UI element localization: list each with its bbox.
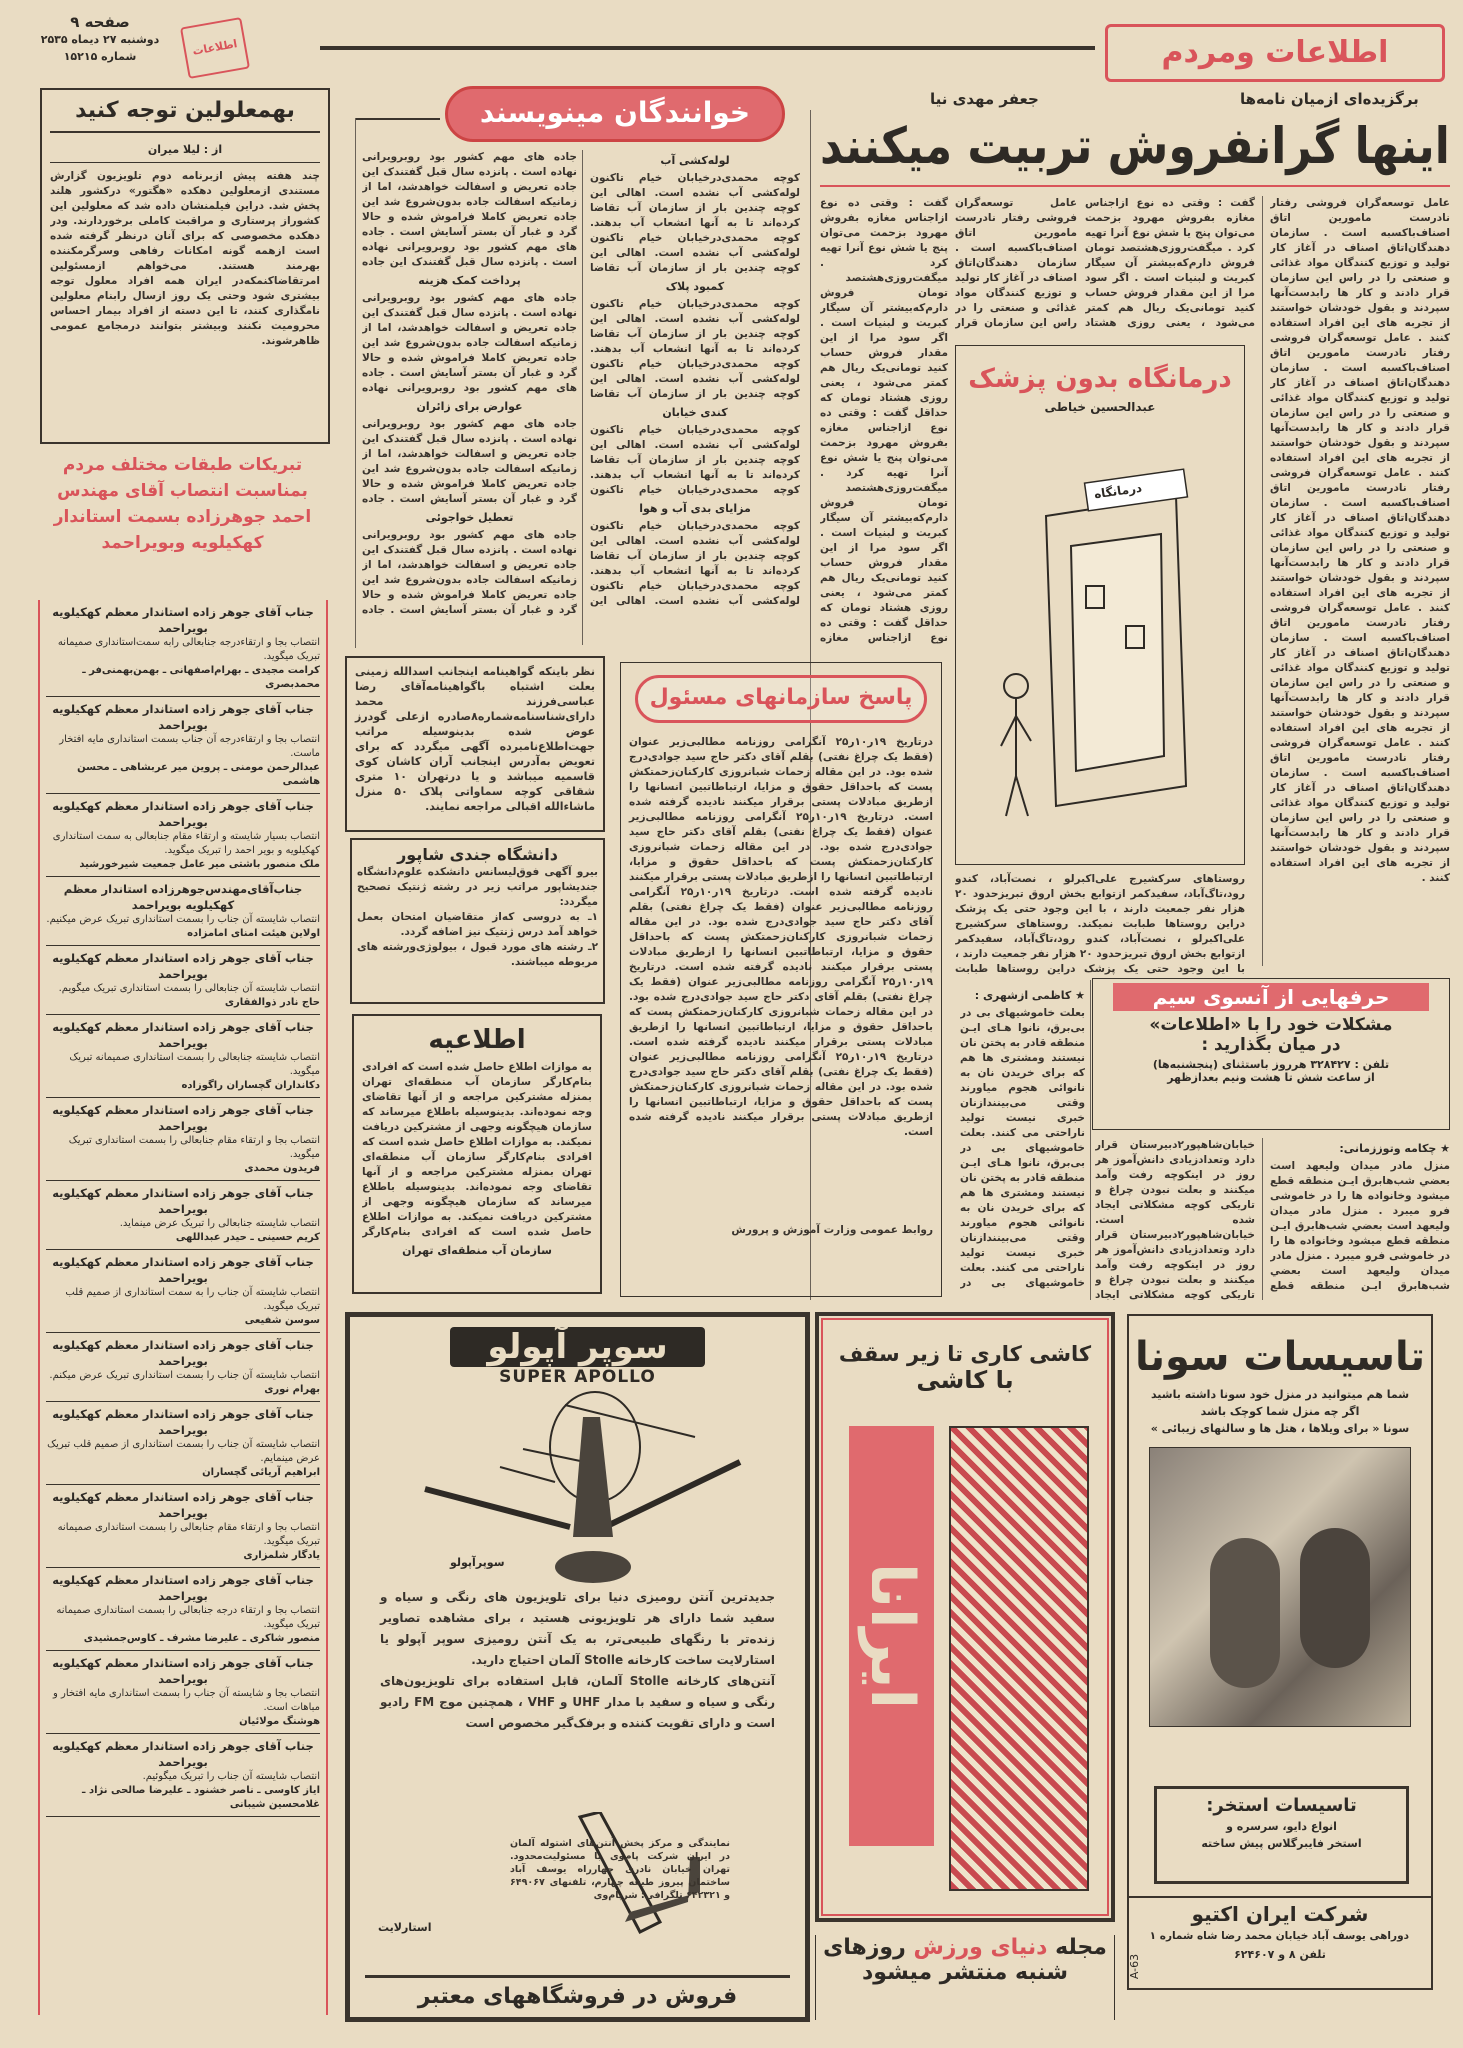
announcement-title: اطلاعیه [428, 1025, 526, 1055]
congrats-entry-head: جناب آقای جوهر زاده استاندار معظم کهکیلویه بویراحمد [52, 1255, 314, 1285]
congrats-entry-body: انتصاب بجا و ارتقاء مقام جنابعالی را بسمت استانداری صمیمانه تبریک میگوید. [57, 1522, 320, 1547]
article-column-1: عامل توسعه‌گران فروشی رفتار نادرست مامورین اتاق اصناف‌باکسبه است . سازمان دهندگان‌اتاق اصناف در آغاز کار تولید و توزیع کنندگان مواد غذائی و صنعتی را در راس این سازمان قرار دادند و کار ها رابدست‌آنها سپردند و بقول خودشان خواستند از تجربه های این افراد استفاده کنند . عامل توسعه‌گران فروشی رفتار نادرست مامورین اتاق اصناف‌باکسبه است . سازمان دهندگان‌اتاق اصناف در آغاز کار تولید و توزیع کنندگان مواد غذائی و صنعتی را در راس این سازمان قرار دادند و کار ها رابدست‌آنها سپردند و بقول خودشان خواستند از تجربه های این افراد استفاده کنند . عامل توسعه‌گران فروشی رفتار نادرست مامورین اتاق اصناف‌باکسبه است . سازمان دهندگان‌اتاق اصناف در آغاز کار تولید و توزیع کنندگان مواد غذائی و صنعتی را در راس این سازمان قرار دادند و کار ها رابدست‌آنها سپردند و بقول خودشان خواستند از تجربه های این افراد استفاده کنند . عامل توسعه‌گران فروشی رفتار نادرست مامورین اتاق اصناف‌باکسبه است . سازمان دهندگان‌اتاق اصناف در آغاز کار تولید و توزیع کنندگان مواد غذائی و صنعتی را در راس این سازمان قرار دادند و کار ها رابدست‌آنها سپردند و بقول خودشان خواستند از تجربه های این افراد استفاده کنند . عامل توسعه‌گران فروشی رفتار نادرست مامورین اتاق اصناف‌باکسبه است . سازمان دهندگان‌اتاق اصناف در آغاز کار تولید و توزیع کنندگان مواد غذائی و صنعتی را در راس این سازمان قرار دادند و کار ها رابدست‌آنها سپردند و بقول خودشان خواستند از تجربه های این افراد استفاده کنند . [1270, 197, 1450, 884]
congrats-entry-body: انتصاب بجا و ارتقاءدرجه جنابعالی رابه سمت‌استانداری صمیمانه تبریک میگوید. [57, 637, 320, 662]
pool-line2: استخر فایبرگلاس پیش ساخته [1201, 1837, 1362, 1850]
readers-text: کوچه محمدی‌درخیابان خیام تاکنون لوله‌کشی آب نشده است. اهالی این کوچه چندین بار از سازمان آب تقاضا کرده‌اند تا به آنها انشعاب آب بدهند. کوچه محمدی‌درخیابان خیام تاکنون [590, 424, 800, 496]
congrats-entry [46, 1734, 320, 1817]
answers-section [620, 662, 942, 1297]
congrats-entry-names: عبدالرحمن مومنی ـ پروین میر عربشاهی ـ محسن هاشمی [77, 762, 320, 787]
congrats-entry-body: انتصاب شایسته جنابعالی را تبریک عرض مینماید. [119, 1218, 320, 1229]
congrats-entry [46, 1402, 320, 1485]
congrats-entry-body: انتصاب بجا و ارتقاء درجه جنابعالی را بسمت استانداری صمیمانه تبریک میگوید. [56, 1605, 320, 1630]
announcement-box [352, 1014, 602, 1294]
congrats-entry-head: جناب آقای جوهر زاده استاندار معظم کهکیلویه بویراحمد [52, 1338, 314, 1368]
ad-super-apollo [345, 1312, 810, 2022]
sauna-title: تاسیسات سونا [1135, 1334, 1425, 1380]
congrats-entry-names: دکانداران گچساران راگوزاده [181, 1080, 320, 1091]
note-text: بعلت خاموشیهای بی در بی‌برق، نانوا هـای ایـن منطقه قادر به پختن نان نیستند ومشتری ها هم که برای خریدن نان به نانوائی هجوم میاورند وقتی می‌بینندازنان خبری نیست تولید ناراحتی می کنند. بعلت خاموشیهای بی در بی‌برق، نانوا هـای ایـن منطقه قادر به پختن نان نیستند ومشتری ها هم که برای خریدن نان به نانوائی هجوم میاورند وقتی می‌بینندازنان خبری نیست تولید ناراحتی می کنند. بعلت خاموشیهای بی در [960, 1007, 1085, 1289]
congrats-entry-head: جناب آقای جوهر زاده استاندار معظم کهکیلویه بویراحمد [52, 1656, 314, 1686]
sauna-line1: شما هم میتوانید در منزل خود سونا داشته باشید [1150, 1388, 1410, 1401]
congrats-list [38, 600, 328, 2015]
cartoon-box [955, 345, 1245, 865]
magazine-line1 [816, 1935, 1114, 1960]
page-info [30, 14, 170, 65]
congrats-entry [46, 1568, 320, 1651]
note-text: منزل مادر میدان ولیعهد است بعضي شب‌هابرق ایـن منطقه قطع میشود وخانواده ها را در خاموشی فرو میبرد . منزل مادر میدان ولیعهد است بعضي شب‌هابرق ایـن منطقه قطع میشود وخانواده ها را در خاموشی فرو میبرد . منزل مادر میدان ولیعهد است بعضي شب‌هابرق ایـن منطقه قطع [1270, 1160, 1450, 1292]
article-column-2: گفت : وقتی ده نوع ازاجناس مغازه بفروش مهرود بزحمت می‌توان پنج یا شش نوع آنرا تهیه کرد . میگفت‌روزی‌هشتصد تومان فروش دارم‌که‌بیشتر آن سیگار کبریت و لبنیات است . اگر سود مرا از این مقدار فروش حساب کنید تومانی‌یک ریال هم کمتر می‌شود ، یعنی روزی هشتاد [1085, 197, 1255, 329]
jondishapur-notice [350, 838, 605, 1004]
sauna-line2: اگر چه منزل شما کوچک باشد [1200, 1405, 1360, 1418]
congrats-entry-body: انتصاب شایسته آن جنابعالی را بسمت استانداری تبریک میگویم. [58, 983, 320, 994]
congrats-entry-head: جناب آقای جوهر زاده استاندار معظم کهکیلویه بویراحمد [52, 951, 314, 981]
answers-text: درتاریخ ۱۹ر۱۰ر۲۵ آنگرامی روزنامه مطالبی‌زیر عنوان (فقط یک چراغ نفتی) بقلم آقای دکتر حاج سید جوادی‌درج شده بود. در این مقاله زحمات شبانروزی کارکنان‌زحمتکش پست که باحداقل حقوق و مزایا، ارتباطاتبین انسانها را ازطریق مبادلات پستی برقرار میکنند نادیده گرفته شده است. درتاریخ ۱۹ر۱۰ر۲۵ آنگرامی روزنامه مطالبی‌زیر عنوان (فقط یک چراغ نفتی) بقلم آقای دکتر حاج سید جوادی‌درج شده بود. در این مقاله زحمات شبانروزی کارکنان‌زحمتکش پست که باحداقل حقوق و مزایا، ارتباطاتبین انسانها را ازطریق مبادلات پستی برقرار میکنند نادیده گرفته شده است. درتاریخ ۱۹ر۱۰ر۲۵ آنگرامی روزنامه مطالبی‌زیر عنوان (فقط یک چراغ نفتی) بقلم آقای دکتر حاج سید جوادی‌درج شده بود. در این مقاله زحمات شبانروزی کارکنان‌زحمتکش پست که باحداقل حقوق و مزایا، ارتباطاتبین انسانها را ازطریق مبادلات پستی برقرار میکنند نادیده گرفته شده است. درتاریخ ۱۹ر۱۰ر۲۵ آنگرامی روزنامه مطالبی‌زیر عنوان (فقط یک چراغ نفتی) بقلم آقای دکتر حاج سید جوادی‌درج شده بود. در این مقاله زحمات شبانروزی کارکنان‌زحمتکش پست که باحداقل حقوق و مزایا، ارتباطاتبین انسانها را ازطریق مبادلات پستی برقرار میکنند نادیده گرفته شده است. درتاریخ ۱۹ر۱۰ر۲۵ آنگرامی روزنامه مطالبی‌زیر عنوان (فقط یک چراغ نفتی) بقلم آقای دکتر حاج سید جوادی‌درج شده بود. در این مقاله زحمات شبانروزی کارکنان‌زحمتکش پست که باحداقل حقوق و مزایا، ارتباطاتبین انسانها را ازطریق مبادلات پستی برقرار میکنند نادیده گرفته شده است. [629, 736, 934, 1138]
apollo-agent: نمایندگی و مرکز پخش آنتن‌های اشتوله آلمان در ایران شرکت پام‌وی با مسئولیت‌محدود. تهران خیابان نادری چهارراه یوسف آباد ساختمان پیروز طبقه چهارم، تلفنهای ۶۴۹۰۶۷ و ۶۴۲۳۲۱ تلگرافی: شرپام‌وی [510, 1838, 730, 1901]
congrats-entry-body: انتصاب بسیار شایسته و ارتقاء مقام جنابعالی به سمت استانداری کهکیلویه و بویر احمد را تبریک میگوید. [52, 831, 320, 856]
readers-subhead: لوله‌کشی آب [660, 154, 730, 167]
magazine-name: دنیای ورزش [913, 1935, 1048, 1960]
answers-footer: روابط عمومی وزارت آموزش و پرورش [731, 1224, 933, 1236]
congrats-entry [46, 1181, 320, 1250]
starlight-caption: استارلایت [378, 1921, 432, 1934]
congrats-entry-names: هوشنگ مولائیان [239, 1716, 320, 1727]
headline-rule [820, 185, 1450, 187]
irana-brand: ایرانا [849, 1426, 934, 1846]
congrats-entry-head: جناب آقای جوهر زاده استاندار معظم کهکیلویه بویراحمد [52, 1490, 314, 1520]
pool-title: تاسیسات استخر: [1206, 1795, 1357, 1816]
sauna-line3: سونا « برای ویلاها ، هتل ها و سالنهای زیبائی » [1150, 1422, 1410, 1435]
phone-box-line2: در میان بگذارید : [1201, 1035, 1341, 1055]
congrats-entry-head: جناب آقای جوهر زاده استاندار معظم کهکیلویه بویراحمد [52, 1407, 314, 1437]
congrats-entry-names: یادگار شلمزاری [243, 1550, 320, 1561]
lost-license-notice: نظر باینکه گواهینامه اینجانب اسدالله زمینی بعلت اشتباه باگواهینامه‌آقای رضا عباسی‌فرزند محمد دارای‌شناسنامه‌شماره۸صادره ازعلی گودرز عوض شده بدینوسیله مراتب جهت‌اطلاع‌نامبرده آگهی میگردد که برای تعویض به‌آدرس اینجانب آران کاشان کوی قاسمیه میباشد و یا درتهران ۱۰ متری شقاقی کوچه سماواتی پلاک ۵۰ منزل ماشاءالله اقبالی مراجعه نمایند. [345, 656, 605, 832]
note-head: ★ چکامه وتوززمانی: [1339, 1142, 1450, 1155]
announcement-signature: سازمان آب منطقه‌ای تهران [402, 1244, 552, 1257]
issue-number: شماره ۱۵۲۱۵ [63, 50, 137, 63]
ad-magazine [815, 1935, 1115, 2020]
congrats-entry-body: انتصاب شایسته آن جناب را بسمت استانداری تبریک عرض میکنیم. [46, 914, 320, 925]
short-note-3 [1270, 1138, 1450, 1300]
readers-subhead: پرداخت کمک هزینه [418, 274, 521, 287]
congrats-entry-head: جناب آقای جوهر زاده استاندار معظم کهکیلویه بویراحمد [52, 1739, 314, 1769]
short-note-2: خیابان‌شاهپور۲دبیرستان قرار دارد وتعدادزیادی دانش‌آموز هر روز در اینکوچه رفت وآمد میکنند و بعلت نبودن چراغ و تاریکی کوچه مشکلاتی ایجاد شده است. خیابان‌شاهپور۲دبیرستان قرار دارد وتعدادزیادی دانش‌آموز هر روز در اینکوچه رفت وآمد میکنند و بعلت نبودن چراغ و تاریکی کوچه مشکلاتی ایجاد [1095, 1139, 1255, 1300]
congrats-entry-head: جناب‌آقای‌مهندس‌جوهرزاده استاندار معظم کهکیلویه بویراحمد [63, 882, 303, 912]
pool-line1: انواع دایو، سرسره و [1226, 1820, 1337, 1833]
congrats-entry [46, 794, 320, 877]
readers-subhead: کمبود پلاک [665, 280, 725, 293]
congrats-entry-names: ایاز کاوسی ـ ناصر خشنود ـ علیرضا صالحی نژاد ـ غلامحسین شیبانی [82, 1785, 320, 1810]
congrats-entry [46, 1651, 320, 1734]
congrats-entry-body: انتصاب شایسته آن جناب را بسمت استانداری از صمیم قلب تبریک عرض مینمایم. [47, 1439, 320, 1464]
cartoon-article: روستاهای سرکشیرج علی‌اکبرلو ، نصت‌آباد، کندو رود،تاگ‌آباد، سفیدکمر ازتوابع بخش اروق تبریزحدود ۲۰ هزار نفر جمعیت دارند ، با این وجود حتی یک پزشک دراین روستاها طبابت نمیکند. روستاهای سرکشیرج علی‌اکبرلو ، نصت‌آباد، کندو رود،تاگ‌آباد، سفیدکمر ازتوابع بخش اروق تبریزحدود ۲۰ هزار نفر جمعیت دارند ، با این وجود حتی یک پزشک دراین روستاها طبابت [955, 873, 1245, 975]
congrats-entry-head: جناب آقای جوهر زاده استاندار معظم کهکیلویه بویراحمد [52, 1186, 314, 1216]
jondishapur-item-2: ۲ـ رشته های مورد قبول ، بیولوژی‌ورشته های مربوطه میباشند. [357, 941, 598, 968]
congrats-entry-names: بهرام نوری [264, 1384, 320, 1395]
cartoon-title: درمانگاه بدون پزشک [968, 364, 1232, 394]
article-column-4: گفت : وقتی ده نوع ازاجناس مغازه بفروش مهرود بزحمت می‌توان پنج یا شش نوع آنرا تهیه کرد . میگفت‌روزی‌هشتصد تومان فروش دارم‌که‌بیشتر آن سیگار کبریت و لبنیات است . اگر سود مرا از این مقدار فروش حساب کنید تومانی‌یک ریال هم کمتر می‌شود ، یعنی روزی هشتاد تومان که حداقل گفت : وقتی ده نوع ازاجناس مغازه بفروش مهرود بزحمت می‌توان پنج یا شش نوع آنرا تهیه کرد . میگفت‌روزی‌هشتصد تومان فروش دارم‌که‌بیشتر آن سیگار کبریت و لبنیات است . اگر سود مرا از این مقدار فروش حساب کنید تومانی‌یک ریال هم کمتر می‌شود ، یعنی روزی هشتاد تومان که حداقل گفت : وقتی ده نوع ازاجناس مغازه [820, 197, 948, 644]
apollo-footer: فروش در فروشگاههای معتبر [365, 1975, 790, 2009]
congrats-entry-names: کریم حسینی ـ حیدر عبداللهی [175, 1232, 320, 1243]
congrats-entry-body: انتصاب شایسته جنابعالی را بسمت استانداری صمیمانه تبریک میگوید. [69, 1052, 320, 1077]
congrats-entry [46, 877, 320, 946]
congrats-entry-body: انتصاب بجا و ارتقاء مقام جنابعالی را بسمت استانداری تبریک میگوید. [68, 1135, 320, 1160]
congrats-entry [46, 697, 320, 794]
photo-figure [1210, 1538, 1280, 1688]
readers-column-a [362, 150, 577, 645]
irana-line2: با کاشی [916, 1366, 1014, 1394]
congrats-entry-names: منصور شاکری ـ علیرضا مشرف ـ کاوس‌جمشیدی [83, 1633, 320, 1644]
disabled-letter-text: چند هفته پیش ازبرنامه دوم تلویزیون گزارش مستندی ازمعلولین دهکده «هگتور» درکشور هلند پخش شد. دراین فیلمنشان داده شد که معلولین این کشوراز پرستاری و مراقبت کاملی برخوردارند. ودر دهکده مخصوصی که برای آنان درنظر گرفته شده است ازهمه گونه امکانات رفاهی وسرگرمکننده بهرمند هستند. می‌خواهم ازمسئولین امرتقاضاکنمکه‌در ایران همه افراد معلول توجه بیشتری شود وحتی یک روز ازسال رابنام معلولین نامگذاری کنند، تا این دسته از افراد بیمار احساس محرومیت نکنند وبیشتر بتوانند درمجامع عمومی ظاهرشوند. [50, 170, 320, 347]
cartoon-illustration [976, 456, 1226, 846]
readers-text: جاده های مهم کشور بود روبرویرانی نهاده است . پانزده سال قبل گفتندک این جاده تعریض و اسفالت خواهدشد، اما از زمانیکه اسفالت جاده بدون‌شروع شد این جاده تعریض کاملا فراموش شده و حالا گرد و غبار آن بستر آسایش است . جاده [362, 529, 577, 616]
congrats-entry-body: انتصاب بجا و شایسته آن جناب را بسمت استانداری مایه افتخار و مباهات است. [53, 1688, 320, 1713]
company-box [1127, 1898, 1433, 1990]
congrats-entry-names: سوسن شفیعی [244, 1315, 320, 1326]
disabled-letter-author: از : لیلا میران [50, 137, 320, 163]
clinic-sign: درمانگاه [1093, 480, 1143, 502]
disabled-letter-title: بهمعلولین توجه کنید [50, 98, 320, 133]
congrats-entry-names: ملک منصور باشتی میر عامل جمعیت شیرخورشید [79, 859, 320, 870]
cartoon-author: عبدالحسین خیاطی [1044, 400, 1156, 414]
pool-box [1154, 1786, 1409, 1884]
readers-text: جاده های مهم کشور بود روبرویرانی نهاده است . پانزده سال قبل گفتندک این جاده تعریض و اسفالت خواهدشد، اما از زمانیکه اسفالت جاده بدون‌شروع شد این جاده تعریض کاملا فراموش شده و حالا گرد و غبار آن بستر آسایش است . جاده های مهم کشور بود روبرویرانی نهاده [362, 292, 577, 394]
answers-title: پاسخ سازمانهای مسئول [635, 675, 927, 723]
congrats-entry-head: جناب آقای جوهر زاده استاندار معظم کهکیلویه بویراحمد [52, 702, 314, 732]
readers-text: جاده های مهم کشور بود روبرویرانی نهاده است . پانزده سال قبل گفتندک این جاده تعریض و اسفالت خواهدشد، اما از زمانیکه اسفالت جاده بدون‌شروع شد این جاده تعریض کاملا فراموش شده و حالا گرد و غبار آن بستر آسایش است . جاده [362, 418, 577, 505]
congrats-entry [46, 1485, 320, 1568]
congrats-entry [46, 1015, 320, 1098]
page-number: صفحه ۹ [70, 13, 130, 31]
article-kicker: برگزیده‌ای ازمیان نامه‌ها [1240, 90, 1419, 108]
short-note-1 [960, 985, 1085, 1300]
readers-subhead: مزایای بدی آب و هوا [639, 502, 751, 515]
readers-text: جاده های مهم کشور بود روبرویرانی نهاده است . پانزده سال قبل گفتندک این جاده تعریض و اسفالت خواهدشد، اما از زمانیکه اسفالت جاده بدون‌شروع شد این جاده تعریض کاملا فراموش شده و حالا گرد و غبار آن بستر آسایش است . جاده های مهم کشور بود روبرویرانی نهاده است . پانزده سال قبل گفتندک این جاده [362, 151, 577, 268]
readers-subhead: عوارض برای زائران [416, 400, 523, 413]
congrats-entry-names: حاج نادر ذوالفقاری [224, 997, 320, 1008]
congrats-entry-head: جناب آقای جوهر زاده استاندار معظم کهکیلویه بویراحمد [52, 1020, 314, 1050]
congrats-entry-head: جناب آقای جوهر زاده استاندار معظم کهکیلویه بویراحمد [52, 605, 314, 635]
congrats-entry-body: انتصاب شایسته آن جناب را تبریک میگوئیم. [142, 1771, 320, 1782]
masthead-rule [320, 46, 1095, 50]
readers-text: کوچه محمدی‌درخیابان خیام تاکنون لوله‌کشی آب نشده است. اهالی این کوچه چندین بار از سازمان آب تقاضا کرده‌اند تا به آنها انشعاب آب بدهند. کوچه محمدی‌درخیابان خیام تاکنون لوله‌کشی آب نشده است. اهالی این [590, 520, 800, 607]
disabled-letter-box [40, 88, 330, 444]
phone-box [1092, 978, 1450, 1130]
congrats-entry [46, 600, 320, 697]
congrats-entry [46, 946, 320, 1015]
magazine-publish-day: شنبه منتشر میشود [862, 1960, 1068, 1985]
readers-subhead: کندی خیابان [662, 406, 728, 419]
date: دوشنبه ۲۷ دیماه ۲۵۳۵ [40, 33, 160, 46]
sauna-photo [1149, 1447, 1411, 1727]
phone-box-title: حرفهایی از آنسوی سیم [1113, 983, 1429, 1011]
readers-subhead: تعطیل خواجوئی [425, 511, 514, 524]
congrats-entry-body: انتصاب شایسته آن جناب را به سمت استانداری از صمیم قلب تبریک میگوید. [65, 1287, 320, 1312]
apollo-body-1: جدیدترین آنتن رومیزی دنیا برای تلویزیون های رنگی و سیاه و سفید شما دارای هر تلویزیونی هستید ، برای مشاهده تصاویر زنده‌تر با رنگهای طبیعی‌تر، به یک آنتن رومیزی سوپر آپولو یا استارلایت ساخت کارخانه Stolle آلمان احتیاج دارید. [380, 1590, 775, 1667]
congrats-entry-names: اولاین هیئت امنای امامزاده [187, 928, 320, 939]
congrats-title: تبریکات طبقات مختلف مردم بمناسبت انتصاب آقای مهندس احمد جوهرزاده بسمت استاندار کهکیلویه وبویراحمد [53, 455, 312, 553]
jondishapur-item-1: ۱ـ به دروسی که‌از متقاضیان امتحان بعمل خواهد آمد درس ژنتیک نیز اضافه گردد. [357, 911, 598, 938]
jondishapur-title: دانشگاه جندی شاپور [397, 845, 558, 864]
announcement-text: به موازات اطلاع حاصل شده است که افرادی بنام‌کارگر سازمان آب منطقه‌ای تهران بمنزله مشترکین مراجعه و از آنها تقاضای وجه نموده‌اند. بدینوسیله باطلاع میرساند که سازمان هیچگونه وجهی از مشترکین دریافت نمیکند. به موازات اطلاع حاصل شده است که افرادی بنام‌کارگر سازمان آب منطقه‌ای تهران بمنزله مشترکین مراجعه و از آنها تقاضای وجه نموده‌اند. بدینوسیله باطلاع میرساند که سازمان هیچگونه وجهی از مشترکین دریافت نمیکند. به موازات اطلاع حاصل شده است که افرادی بنام‌کارگر [362, 1061, 592, 1238]
congrats-entry-body: انتصاب شایسته آن جناب را بسمت استانداری تبریک عرض میکنم. [49, 1370, 320, 1381]
readers-text: کوچه محمدی‌درخیابان خیام تاکنون لوله‌کشی آب نشده است. اهالی این کوچه چندین بار از سازمان آب تقاضا کرده‌اند تا به آنها انشعاب آب بدهند. کوچه محمدی‌درخیابان خیام تاکنون لوله‌کشی آب نشده است. اهالی این کوچه چندین بار از سازمان آب تقاضا [590, 172, 800, 274]
article-headline: اینها گرانفروش تربیت میکنند [820, 117, 1450, 175]
ad-sauna [1127, 1314, 1433, 1898]
congrats-entry [46, 1250, 320, 1333]
company-phone: تلفن ۸ و ۶۲۴۶۰۷ [1234, 1948, 1326, 1961]
phone-number: تلفن : ۳۲۸۴۲۷ هرروز باستثنای (پنجشنبه‌ها) [1152, 1058, 1390, 1071]
ad-code: A-63 [1128, 1953, 1142, 1980]
jondishapur-intro: بیرو آگهی فوق‌لیسانس دانشکده علوم‌دانشگاه جندیشاپور مراتب زیر در رشته ژنتیک تصحیح میگردد: [357, 866, 598, 908]
photo-figure [1300, 1528, 1370, 1668]
congrats-entry-head: جناب آقای جوهر زاده استاندار معظم کهکیلویه بویراحمد [52, 1573, 314, 1603]
article-author: جعفر مهدی نیا [930, 90, 1039, 108]
magazine-text: مجله [1047, 1935, 1107, 1960]
congrats-entry-names: فریدون محمدی [244, 1163, 320, 1174]
irana-line1: کاشی کاری تا زیر سقف [838, 1342, 1092, 1366]
phone-hours: از ساعت شش تا هشت ونیم بعدازظهر [1167, 1071, 1375, 1084]
antenna-illustration [355, 1387, 795, 1587]
ad-irana [815, 1312, 1115, 1922]
note-head: ★ کاظمی ازشهری : [974, 989, 1085, 1002]
apollo-body-2: آنتن‌های کارخانه Stolle آلمان، قابل استفاده برای تلویزیون‌های رنگی و سیاه و سفید با مدار UHF و VHF ، همچنین موج FM رادیو است و دارای تقویت کننده و برفک‌گیر مخصوص است [380, 1674, 776, 1730]
magazine-text: روزهای [823, 1935, 906, 1960]
readers-text: کوچه محمدی‌درخیابان خیام تاکنون لوله‌کشی آب نشده است. اهالی این کوچه چندین بار از سازمان آب تقاضا کرده‌اند تا به آنها انشعاب آب بدهند. کوچه محمدی‌درخیابان خیام تاکنون لوله‌کشی آب نشده است. اهالی این کوچه چندین بار از سازمان آب تقاضا [590, 298, 800, 400]
congrats-entry-head: جناب آقای جوهر زاده استاندار معظم کهکیلویه بویراحمد [52, 1103, 314, 1133]
congrats-entry-names: ابراهیم آریائی گچساران [202, 1467, 320, 1478]
apollo-brand: سوپر آپولو [450, 1327, 705, 1367]
article-column-3: عامل توسعه‌گران فروشی رفتار نادرست مامورین اتاق اصناف‌باکسبه است . سازمان دهندگان‌اتاق اصناف در آغاز کار تولید و توزیع کنندگان مواد غذائی و صنعتی را در راس این سازمان قرار [955, 197, 1077, 329]
company-address: دوراهی یوسف آباد خیابان محمد رضا شاه شماره ۱ [1149, 1930, 1409, 1942]
tiled-door-illustration [949, 1426, 1089, 1891]
congrats-entry [46, 1333, 320, 1402]
readers-title: خوانندگان مینویسند [445, 86, 785, 142]
apollo-brand-en: SUPER APOLLO [499, 1367, 656, 1387]
congrats-entry-body: انتصاب بجا و ارتقاءدرجه آن جناب بسمت استانداری مایه افتخار ماست. [59, 734, 320, 759]
company-name: شرکت ایران اکتیو [1191, 1902, 1369, 1926]
congrats-entry [46, 1098, 320, 1181]
phone-box-line1: مشکلات خود را با «اطلاعات» [1149, 1015, 1393, 1035]
apollo-caption: سوپرآپولو [450, 1556, 505, 1569]
congrats-entry-head: جناب آقای جوهر زاده استاندار معظم کهکیلویه بویراحمد [52, 799, 314, 829]
section-title: اطلاعات ومردم [1105, 24, 1445, 82]
newspaper-logo: اطلاعات [180, 17, 250, 79]
congrats-entry-names: کرامت مجیدی ـ بهرام‌اصفهانی ـ بهمن‌بهمنی‌فر ـ محمدبصری [82, 665, 320, 690]
readers-column-b [590, 150, 800, 645]
